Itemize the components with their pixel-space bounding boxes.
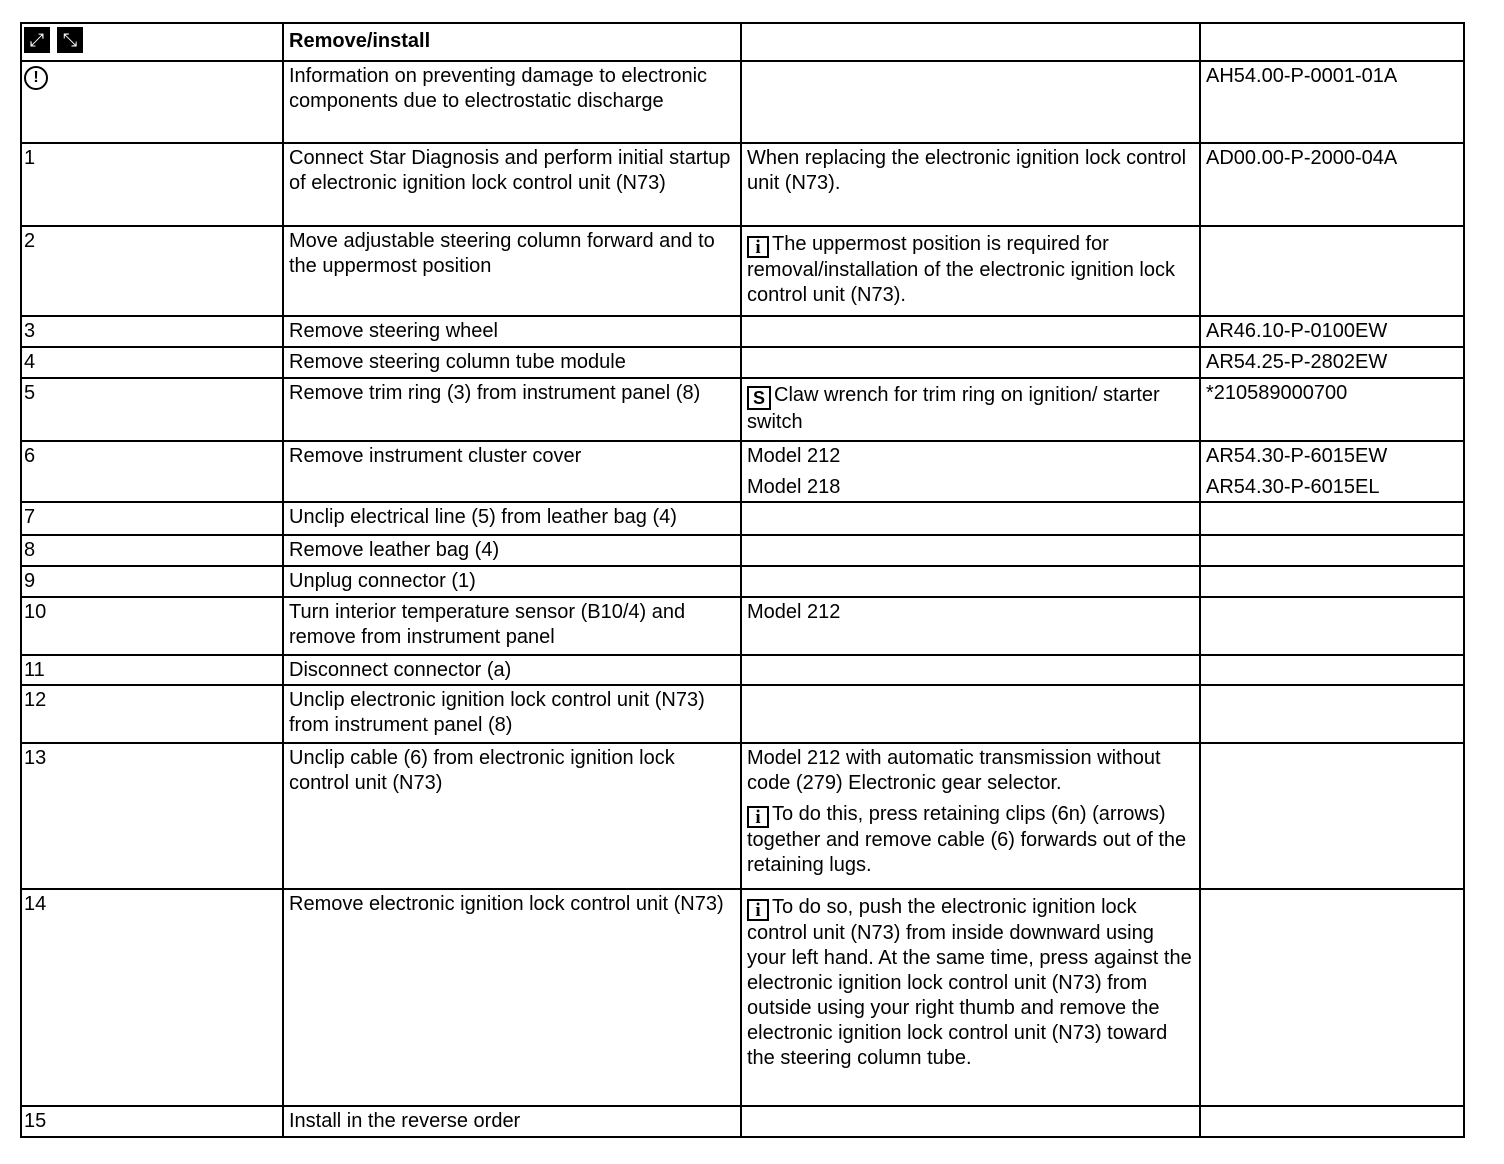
table-row: [21, 316, 1464, 347]
table-row: [21, 1106, 1464, 1137]
note-text: When replacing the electronic ignition lock control unit (N73).: [741, 143, 1200, 226]
note-text: Claw wrench for trim ring on ignition/ starter switch: [747, 384, 1160, 433]
action-text: Connect Star Diagnosis and perform initial startup of electronic ignition lock control unit (N73): [283, 143, 741, 226]
step-number: 12: [21, 685, 283, 743]
action-text: Install in the reverse order: [283, 1106, 741, 1137]
special-tool-icon: S: [747, 386, 771, 410]
ref-link[interactable]: AH54.00-P-0001-01A: [1200, 61, 1464, 143]
action-text: Move adjustable steering column forward and to the uppermost position: [283, 226, 741, 316]
ref-link[interactable]: AR54.30-P-6015EW: [1206, 445, 1388, 467]
ref-link[interactable]: AR46.10-P-0100EW: [1200, 316, 1464, 347]
ref-link[interactable]: AR54.25-P-2802EW: [1200, 347, 1464, 378]
collapse-all-icon[interactable]: ⤡: [57, 27, 83, 53]
action-text: Disconnect connector (a): [283, 655, 741, 685]
step-number: 9: [21, 566, 283, 597]
step-number: 15: [21, 1106, 283, 1137]
header-row: [21, 23, 1464, 61]
table-row: [21, 502, 1464, 535]
note-text: To do so, push the electronic ignition lock control unit (N73) from inside downward using your left hand. At the same time, press against the electronic ignition lock control unit (N73) from outside using your right thumb and remove the electronic ignition lock control unit (N73) toward the steering column tube.: [747, 896, 1192, 1069]
table-row: [21, 597, 1464, 655]
step-number: 3: [21, 316, 283, 347]
ref-link[interactable]: AD00.00-P-2000-04A: [1200, 143, 1464, 226]
table-row: [21, 378, 1464, 441]
table-row: [21, 143, 1464, 226]
step-number: 7: [21, 502, 283, 535]
header-icons-cell: [21, 23, 283, 61]
table-row: [21, 655, 1464, 685]
table-row: [21, 685, 1464, 743]
note-text: The uppermost position is required for removal/installation of the electronic ignition lock control unit (N73).: [747, 233, 1175, 306]
step-number: 1: [21, 143, 283, 226]
step-number: 13: [21, 743, 283, 889]
expand-all-icon[interactable]: ⤢: [24, 27, 50, 53]
step-number: 8: [21, 535, 283, 566]
action-text: Remove instrument cluster cover: [283, 441, 741, 502]
step-number: 4: [21, 347, 283, 378]
note-text: Model 212: [747, 445, 841, 467]
header-title: Remove/install: [283, 23, 741, 61]
ref-link[interactable]: *210589000700: [1200, 378, 1464, 441]
action-text: Unplug connector (1): [283, 566, 741, 597]
info-icon: i: [747, 899, 769, 921]
header-ref-cell: [1200, 23, 1464, 61]
info-icon: i: [747, 806, 769, 828]
action-text: Information on preventing damage to electronic components due to electrostatic discharge: [283, 61, 741, 143]
table-row: [21, 441, 1464, 502]
step-number: 5: [21, 378, 283, 441]
note-text: [741, 61, 1200, 143]
table-row: [21, 889, 1464, 1106]
action-text: Unclip electrical line (5) from leather bag (4): [283, 502, 741, 535]
procedure-table: [20, 22, 1465, 1138]
action-text: Turn interior temperature sensor (B10/4) and remove from instrument panel: [283, 597, 741, 655]
table-row: [21, 743, 1464, 889]
action-text: Unclip cable (6) from electronic ignition lock control unit (N73): [283, 743, 741, 889]
note-text: Model 218: [747, 476, 841, 498]
table-row: [21, 226, 1464, 316]
header-note-cell: [741, 23, 1200, 61]
action-text: Remove electronic ignition lock control unit (N73): [283, 889, 741, 1106]
table-row: [21, 535, 1464, 566]
step-number: 11: [21, 655, 283, 685]
step-number: 6: [21, 441, 283, 502]
action-text: Unclip electronic ignition lock control unit (N73) from instrument panel (8): [283, 685, 741, 743]
action-text: Remove leather bag (4): [283, 535, 741, 566]
table-row: [21, 566, 1464, 597]
note-text: Model 212: [741, 597, 1200, 655]
step-number: 10: [21, 597, 283, 655]
action-text: Remove steering column tube module: [283, 347, 741, 378]
note-text: To do this, press retaining clips (6n) (arrows) together and remove cable (6) forwards out of the retaining lugs.: [747, 803, 1187, 876]
action-text: Remove trim ring (3) from instrument panel (8): [283, 378, 741, 441]
step-number: 2: [21, 226, 283, 316]
table-row: [21, 347, 1464, 378]
step-number: 14: [21, 889, 283, 1106]
info-icon: i: [747, 236, 769, 258]
action-text: Remove steering wheel: [283, 316, 741, 347]
table-row: [21, 61, 1464, 143]
note-text: Model 212 with automatic transmission without code (279) Electronic gear selector.: [747, 747, 1161, 794]
ref-link[interactable]: AR54.30-P-6015EL: [1206, 476, 1380, 498]
electrostatic-warning-icon: !: [24, 66, 48, 90]
